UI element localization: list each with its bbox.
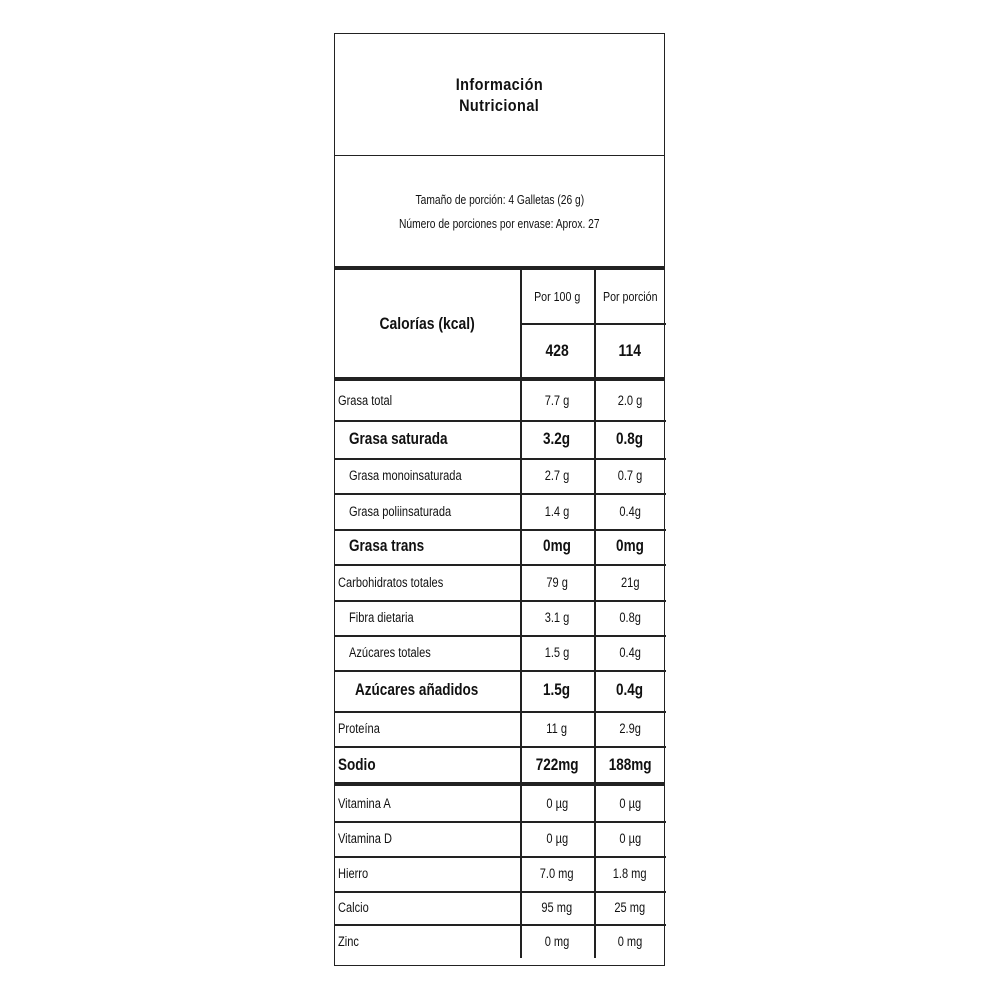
nutrient-name-fibra-dietaria-text: Fibra dietaria — [349, 610, 414, 625]
nutrient-per-100g-azucares-anadidos — [520, 670, 594, 711]
serving-size: Tamaño de porción: 4 Galletas (26 g) — [415, 193, 584, 207]
micronutrient-per-100g-zinc — [520, 924, 594, 958]
nutrient-per-100g-proteina — [520, 711, 594, 746]
micronutrient-name-vitamina-d — [338, 821, 520, 856]
nutrient-per-portion-grasa-trans-text: 0mg — [616, 537, 644, 555]
nutrient-per-100g-grasa-trans — [520, 529, 594, 564]
nutrient-per-100g-grasa-saturada-text: 3.2g — [543, 429, 571, 448]
nutrient-name-proteina — [338, 711, 520, 746]
nutrient-name-azucares-totales — [349, 635, 520, 670]
calories-per-portion — [594, 324, 666, 377]
nutrient-per-100g-grasa-poliinsaturada — [520, 493, 594, 529]
nutrient-per-100g-sodio — [520, 746, 594, 784]
column-header-per-100g — [520, 270, 594, 323]
micronutrient-name-calcio — [338, 891, 520, 924]
micronutrient-per-100g-hierro-text: 7.0 mg — [540, 866, 574, 881]
nutrient-name-grasa-saturada — [349, 420, 520, 458]
column-header-per-portion — [594, 270, 666, 323]
nutrient-per-100g-grasa-total — [520, 381, 594, 420]
nutrient-per-100g-azucares-totales — [520, 635, 594, 670]
nutrient-per-100g-fibra-dietaria — [520, 600, 594, 635]
micronutrient-per-100g-calcio — [520, 891, 594, 924]
micronutrient-name-vitamina-a-text: Vitamina A — [338, 796, 391, 811]
nutrient-per-portion-grasa-total — [594, 381, 666, 420]
nutrient-per-portion-fibra-dietaria — [594, 600, 666, 635]
micronutrient-per-portion-vitamina-d-text: 0 µg — [619, 831, 641, 846]
micronutrient-per-portion-calcio — [594, 891, 666, 924]
nutrient-name-azucares-anadidos-text: Azúcares añadidos — [355, 681, 479, 699]
calories-per-portion-text: 114 — [618, 340, 642, 360]
micronutrient-per-portion-calcio-text: 25 mg — [614, 900, 646, 915]
micronutrient-per-portion-zinc-text: 0 mg — [617, 933, 643, 949]
micronutrient-name-calcio-text: Calcio — [338, 900, 369, 915]
micronutrient-name-vitamina-d-text: Vitamina D — [338, 831, 392, 846]
nutrient-per-100g-azucares-anadidos-text: 1.5g — [543, 681, 571, 699]
nutrient-name-fibra-dietaria — [349, 600, 520, 635]
nutrient-per-100g-grasa-poliinsaturada-text: 1.4 g — [544, 503, 570, 519]
micronutrient-name-zinc-text: Zinc — [338, 933, 359, 949]
nutrient-name-grasa-trans — [349, 529, 520, 564]
micronutrient-name-hierro — [338, 856, 520, 891]
micronutrient-per-portion-hierro — [594, 856, 666, 891]
micronutrient-per-100g-vitamina-a — [520, 786, 594, 821]
nutrient-per-100g-grasa-trans-text: 0mg — [543, 537, 571, 555]
nutrient-per-portion-sodio-text: 188mg — [608, 755, 652, 774]
nutrient-per-100g-fibra-dietaria-text: 3.1 g — [544, 610, 570, 625]
nutrient-per-portion-grasa-monoinsaturada — [594, 458, 666, 493]
column-header-per-portion-text: Por porción — [602, 289, 658, 304]
nutrient-per-portion-fibra-dietaria-text: 0.8g — [619, 610, 641, 625]
nutrient-per-portion-grasa-trans — [594, 529, 666, 564]
calories-per-100g — [520, 324, 594, 377]
nutrient-per-portion-grasa-saturada — [594, 420, 666, 458]
servings-per-container: Número de porciones por envase: Aprox. 27 — [399, 217, 600, 231]
micronutrient-per-100g-zinc-text: 0 mg — [544, 933, 570, 949]
micronutrient-per-100g-calcio-text: 95 mg — [541, 900, 573, 915]
nutrient-per-portion-grasa-poliinsaturada-text: 0.4g — [619, 503, 641, 519]
title-line-2: Nutricional — [459, 95, 540, 115]
micronutrient-name-vitamina-a — [338, 786, 520, 821]
calories-label-text: Calorías (kcal) — [379, 313, 476, 333]
nutrient-name-grasa-saturada-text: Grasa saturada — [349, 429, 448, 448]
nutrient-per-portion-carbohidratos-totales-text: 21g — [620, 574, 640, 590]
nutrient-per-100g-grasa-total-text: 7.7 g — [544, 393, 570, 408]
micronutrient-per-portion-vitamina-a — [594, 786, 666, 821]
nutrient-per-100g-grasa-monoinsaturada — [520, 458, 594, 493]
micronutrient-per-100g-vitamina-d-text: 0 µg — [546, 831, 568, 846]
nutrient-per-portion-proteina — [594, 711, 666, 746]
nutrient-per-portion-azucares-totales-text: 0.4g — [619, 645, 641, 660]
nutrient-name-carbohidratos-totales — [338, 564, 520, 600]
micronutrient-per-100g-hierro — [520, 856, 594, 891]
nutrient-name-grasa-poliinsaturada — [349, 493, 520, 529]
micronutrient-per-portion-vitamina-a-text: 0 µg — [619, 796, 641, 811]
micronutrient-name-zinc — [338, 924, 520, 958]
calories-per-100g-text: 428 — [545, 340, 569, 360]
serving-info — [335, 156, 664, 268]
micronutrient-per-portion-hierro-text: 1.8 mg — [613, 866, 647, 881]
micronutrient-per-100g-vitamina-a-text: 0 µg — [546, 796, 568, 811]
nutrient-per-portion-grasa-total-text: 2.0 g — [617, 393, 643, 408]
nutrient-per-portion-azucares-anadidos-text: 0.4g — [616, 681, 644, 699]
micronutrient-per-100g-vitamina-d — [520, 821, 594, 856]
nutrient-per-100g-grasa-saturada — [520, 420, 594, 458]
title-line-1: Información — [455, 74, 544, 94]
nutrient-per-portion-proteina-text: 2.9g — [619, 721, 641, 736]
micronutrient-per-portion-zinc — [594, 924, 666, 958]
nutrient-name-proteina-text: Proteína — [338, 721, 380, 736]
nutrient-per-portion-grasa-monoinsaturada-text: 0.7 g — [617, 468, 643, 483]
micronutrient-per-portion-vitamina-d — [594, 821, 666, 856]
nutrient-per-100g-proteina-text: 11 g — [546, 721, 568, 736]
column-header-per-100g-text: Por 100 g — [533, 289, 581, 304]
nutrient-name-azucares-anadidos — [355, 670, 520, 711]
nutrient-per-100g-grasa-monoinsaturada-text: 2.7 g — [544, 468, 570, 483]
label-title — [335, 34, 664, 156]
nutrient-name-sodio — [338, 746, 520, 784]
nutrient-name-sodio-text: Sodio — [338, 755, 376, 774]
calories-label — [335, 270, 520, 377]
nutrient-per-portion-azucares-totales — [594, 635, 666, 670]
nutrient-name-grasa-monoinsaturada-text: Grasa monoinsaturada — [349, 468, 462, 483]
nutrient-per-100g-sodio-text: 722mg — [535, 755, 579, 774]
nutrient-name-grasa-poliinsaturada-text: Grasa poliinsaturada — [349, 503, 452, 519]
nutrient-name-grasa-monoinsaturada — [349, 458, 520, 493]
nutrient-name-azucares-totales-text: Azúcares totales — [349, 645, 431, 660]
nutrient-name-grasa-trans-text: Grasa trans — [349, 537, 425, 555]
nutrient-per-100g-azucares-totales-text: 1.5 g — [544, 645, 570, 660]
nutrient-per-portion-azucares-anadidos — [594, 670, 666, 711]
micronutrient-name-hierro-text: Hierro — [338, 866, 369, 881]
nutrient-name-grasa-total — [338, 381, 520, 420]
nutrient-per-100g-carbohidratos-totales — [520, 564, 594, 600]
nutrient-per-100g-carbohidratos-totales-text: 79 g — [546, 574, 568, 590]
nutrient-per-portion-grasa-saturada-text: 0.8g — [616, 429, 644, 448]
nutrient-per-portion-carbohidratos-totales — [594, 564, 666, 600]
nutrient-per-portion-sodio — [594, 746, 666, 784]
nutrition-facts-label — [334, 33, 665, 966]
nutrient-name-carbohidratos-totales-text: Carbohidratos totales — [338, 574, 444, 590]
nutrient-name-grasa-total-text: Grasa total — [338, 393, 393, 408]
nutrient-per-portion-grasa-poliinsaturada — [594, 493, 666, 529]
